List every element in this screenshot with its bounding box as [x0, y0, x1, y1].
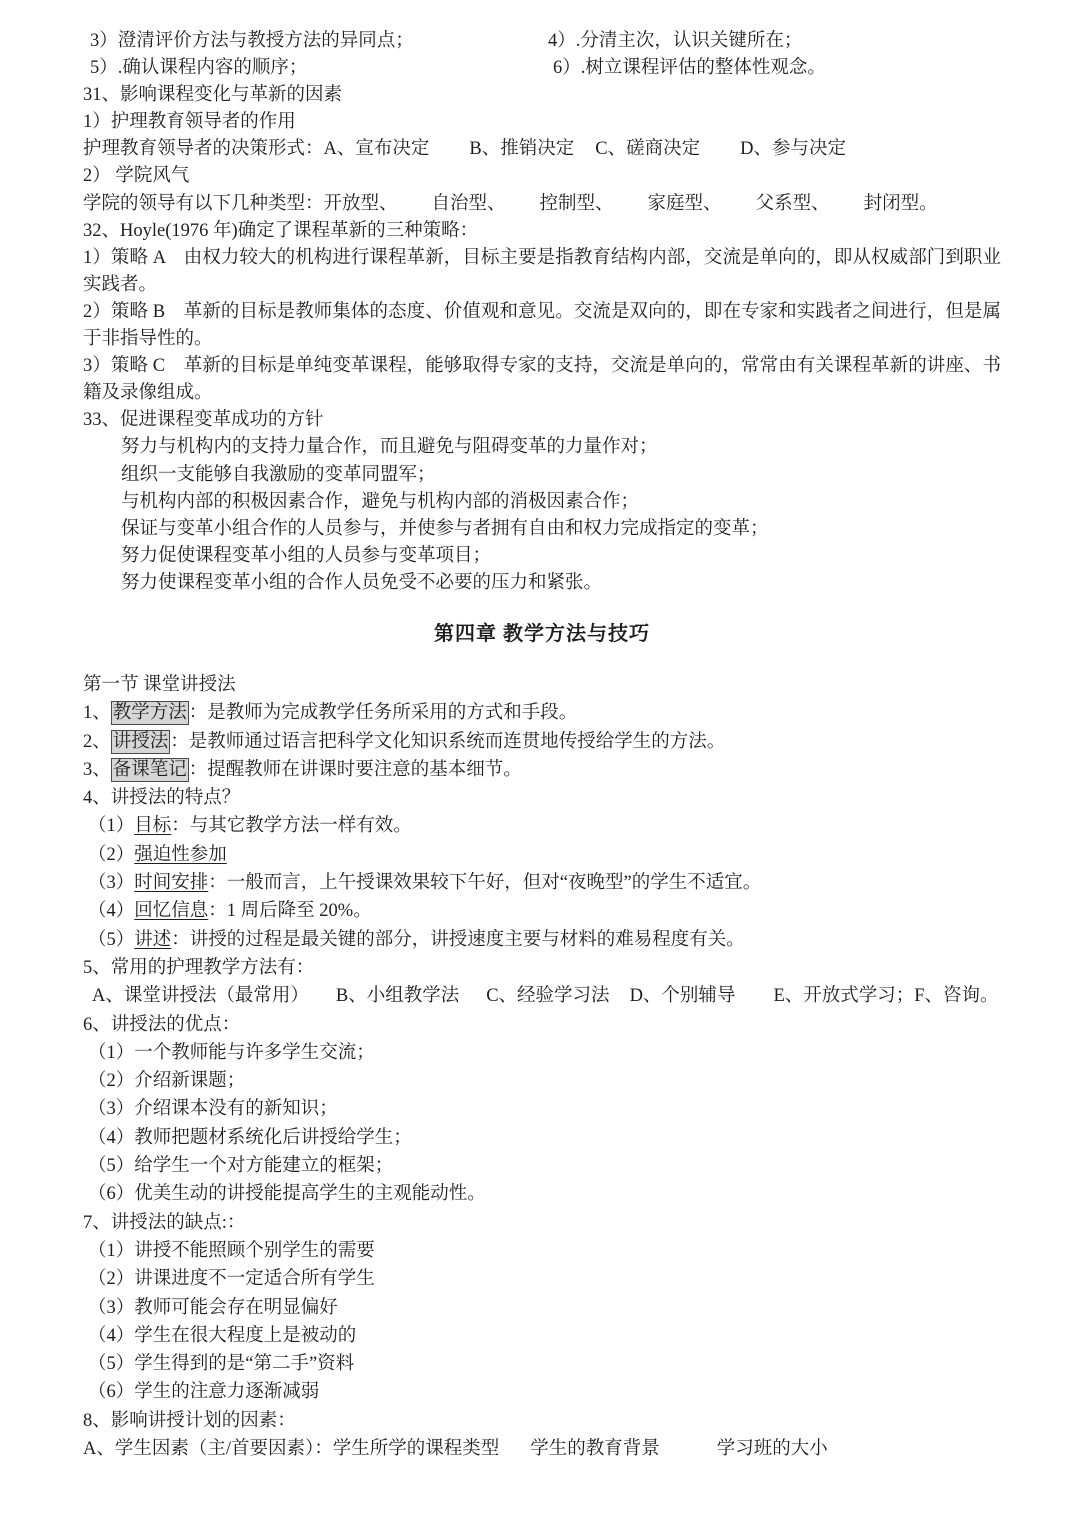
advantage-item: （4）教师把题材系统化后讲授给学生； — [88, 1127, 412, 1148]
section-heading: 5、常用的护理教学方法有： — [83, 957, 315, 978]
guideline-item: 努力促使课程变革小组的人员参与变革项目； — [121, 545, 492, 566]
feature-item — [83, 869, 1001, 897]
section-title: 第一节 课堂讲授法 — [83, 674, 236, 695]
methods-line — [83, 982, 1001, 1010]
definition-item — [83, 699, 1001, 727]
planning-factor: 学生的教育背景 — [530, 1438, 660, 1459]
guideline-item: 与机构内部的积极因素合作，避免与机构内部的消极因素合作； — [121, 491, 640, 512]
item-number: （2） — [88, 844, 135, 865]
section-32 — [83, 218, 1001, 408]
highlighted-term: 讲授法 — [112, 731, 169, 752]
guideline-item: 努力使课程变革小组的合作人员免受不必要的压力和紧张。 — [121, 572, 603, 593]
highlighted-term: 教学方法 — [112, 703, 187, 724]
definition-number: 1、 — [83, 703, 111, 724]
feature-item — [83, 897, 1001, 925]
advantage-item: （6）优美生动的讲授能提高学生的主观能动性。 — [88, 1184, 486, 1205]
top-item-right: 4）.分清主次，认识关键所在； — [548, 31, 803, 51]
section-heading: 32、Hoyle(1976 年)确定了课程革新的三种策略： — [83, 220, 479, 241]
feature-item — [83, 926, 1001, 954]
upper-section — [83, 28, 1001, 597]
disadvantages-section — [83, 1209, 1001, 1407]
strategy-paragraph: 2）策略 B 革新的目标是教师集体的态度、价值观和意见。交流是双向的，即在专家和实践者之间进行，但是属于非指导性的。 — [83, 301, 1001, 350]
definition-item — [83, 756, 1001, 784]
underlined-term: 讲述 — [134, 929, 172, 950]
item-text: ：与其它教学方法一样有效。 — [171, 816, 412, 837]
guideline-item: 保证与变革小组合作的人员参与，并使参与者拥有自由和权力完成指定的变革； — [121, 518, 769, 539]
decision-label: 护理教育领导者的决策形式： — [83, 139, 324, 160]
top-item-left: 5）.确认课程内容的顺序； — [90, 58, 308, 79]
highlighted-term: 备课笔记 — [112, 759, 187, 780]
disadvantage-item: （3）教师可能会存在明显偏好 — [88, 1297, 338, 1318]
leadership-type: 封闭型。 — [863, 193, 938, 214]
guideline-item: 组织一支能够自我激励的变革同盟军； — [121, 464, 436, 485]
advantage-item: （2）介绍新课题； — [88, 1071, 246, 1092]
underlined-term: 回忆信息 — [134, 901, 209, 922]
decision-option: C、磋商决定 — [595, 139, 701, 160]
item-number: （1） — [88, 816, 135, 837]
definition-number: 3、 — [83, 759, 111, 780]
planning-factors-line — [83, 1435, 1001, 1463]
advantages-section — [83, 1011, 1001, 1209]
definition-text: ：提醒教师在讲课时要注意的基本细节。 — [188, 759, 522, 780]
method-option: D、个别辅导 — [629, 986, 736, 1007]
strategy-paragraph: 1）策略 A 由权力较大的机构进行课程革新，目标主要是指教育结构内部，交流是单向的，即从权威部门到职业实践者。 — [83, 247, 1001, 295]
underlined-term: 强迫性参加 — [134, 844, 227, 865]
advantage-item: （5）给学生一个对方能建立的框架； — [88, 1156, 394, 1177]
leadership-type: 家庭型、 — [647, 193, 722, 214]
item-number: （4） — [88, 901, 135, 922]
leadership-type: 父系型、 — [755, 193, 830, 214]
advantage-item: （3）介绍课本没有的新知识； — [88, 1099, 338, 1120]
planning-factor: 学习班的大小 — [716, 1438, 828, 1459]
leadership-types-line — [83, 191, 1001, 218]
underlined-term: 时间安排 — [134, 873, 209, 894]
definition-number: 2、 — [83, 731, 111, 752]
top-row — [83, 28, 1001, 55]
decision-option: D、参与决定 — [740, 139, 846, 160]
leadership-type: 自治型、 — [431, 193, 506, 214]
section-heading: 6、讲授法的优点： — [83, 1014, 241, 1035]
disadvantage-item: （6）学生的注意力逐渐减弱 — [88, 1382, 320, 1403]
section-heading: 7、讲授法的缺点:： — [83, 1212, 246, 1233]
item-text: ：1 周后降至 20%。 — [208, 901, 372, 922]
item-text: ：一般而言，上午授课效果较下午好，但对“夜晚型”的学生不适宜。 — [208, 873, 762, 894]
section-33 — [83, 407, 1001, 597]
disadvantage-item: （2）讲课进度不一定适合所有学生 — [88, 1269, 375, 1290]
definition-item — [83, 728, 1001, 756]
section-heading: 31、影响课程变化与革新的因素 — [83, 85, 343, 106]
section-heading: 8、影响讲授计划的因素： — [83, 1410, 296, 1431]
method-option: E、开放式学习；F、咨询。 — [773, 986, 999, 1007]
method-option: C、经验学习法 — [486, 986, 610, 1007]
feature-item — [83, 841, 1001, 869]
factor-label: A、学生因素（主/首要因素）：学生所学的课程类型 — [83, 1438, 500, 1459]
item-text: ：讲授的过程是最关键的部分，讲授速度主要与材料的难易程度有关。 — [171, 929, 745, 950]
disadvantage-item: （4）学生在很大程度上是被动的 — [88, 1325, 357, 1346]
definitions-list — [83, 699, 1001, 784]
section-heading: 33、促进课程变革成功的方针 — [83, 410, 324, 431]
strategy-paragraph: 3）策略 C 革新的目标是单纯变革课程，能够取得专家的支持，交流是单向的，常常由有关课程革新的讲座、书籍及录像组成。 — [83, 356, 1001, 404]
top-item-left: 3）澄清评价方法与教授方法的异同点； — [90, 31, 414, 51]
decision-forms-line — [83, 136, 1001, 163]
method-option: B、小组教学法 — [335, 986, 460, 1007]
disadvantage-item: （5）学生得到的是“第二手”资料 — [88, 1354, 355, 1375]
definition-text: ：是教师为完成教学任务所采用的方式和手段。 — [188, 703, 578, 724]
item-number: （3） — [88, 873, 135, 894]
advantage-item: （1）一个教师能与许多学生交流； — [88, 1042, 375, 1063]
top-item-right: 6）.树立课程评估的整体性观念。 — [553, 58, 826, 79]
decision-option: A、宣布决定 — [323, 139, 430, 160]
chapter-title: 第四章 教学方法与技巧 — [434, 622, 650, 645]
definition-text: ：是教师通过语言把科学文化知识系统而连贯地传授给学生的方法。 — [170, 731, 726, 752]
method-option: A、课堂讲授法（最常用） — [92, 986, 309, 1007]
subheading: 2） 学院风气 — [83, 166, 190, 187]
item-number: （5） — [88, 929, 135, 950]
types-label: 学院的领导有以下几种类型：开放型、 — [83, 193, 398, 214]
feature-item — [83, 812, 1001, 840]
underlined-term: 目标 — [134, 816, 172, 837]
features-section — [83, 784, 1001, 954]
top-list — [83, 28, 1001, 82]
top-row — [83, 55, 1001, 82]
subheading: 1）护理教育领导者的作用 — [83, 112, 296, 133]
section-heading: 4、讲授法的特点？ — [83, 788, 241, 809]
methods-section — [83, 954, 1001, 1011]
planning-section — [83, 1407, 1001, 1464]
disadvantage-item: （1）讲授不能照顾个别学生的需要 — [88, 1240, 375, 1261]
lower-section — [83, 671, 1001, 1463]
decision-option: B、推销决定 — [469, 139, 575, 160]
section-31 — [83, 82, 1001, 217]
guideline-item: 努力与机构内的支持力量合作，而且避免与阻碍变革的力量作对； — [121, 437, 658, 458]
leadership-type: 控制型、 — [539, 193, 614, 214]
